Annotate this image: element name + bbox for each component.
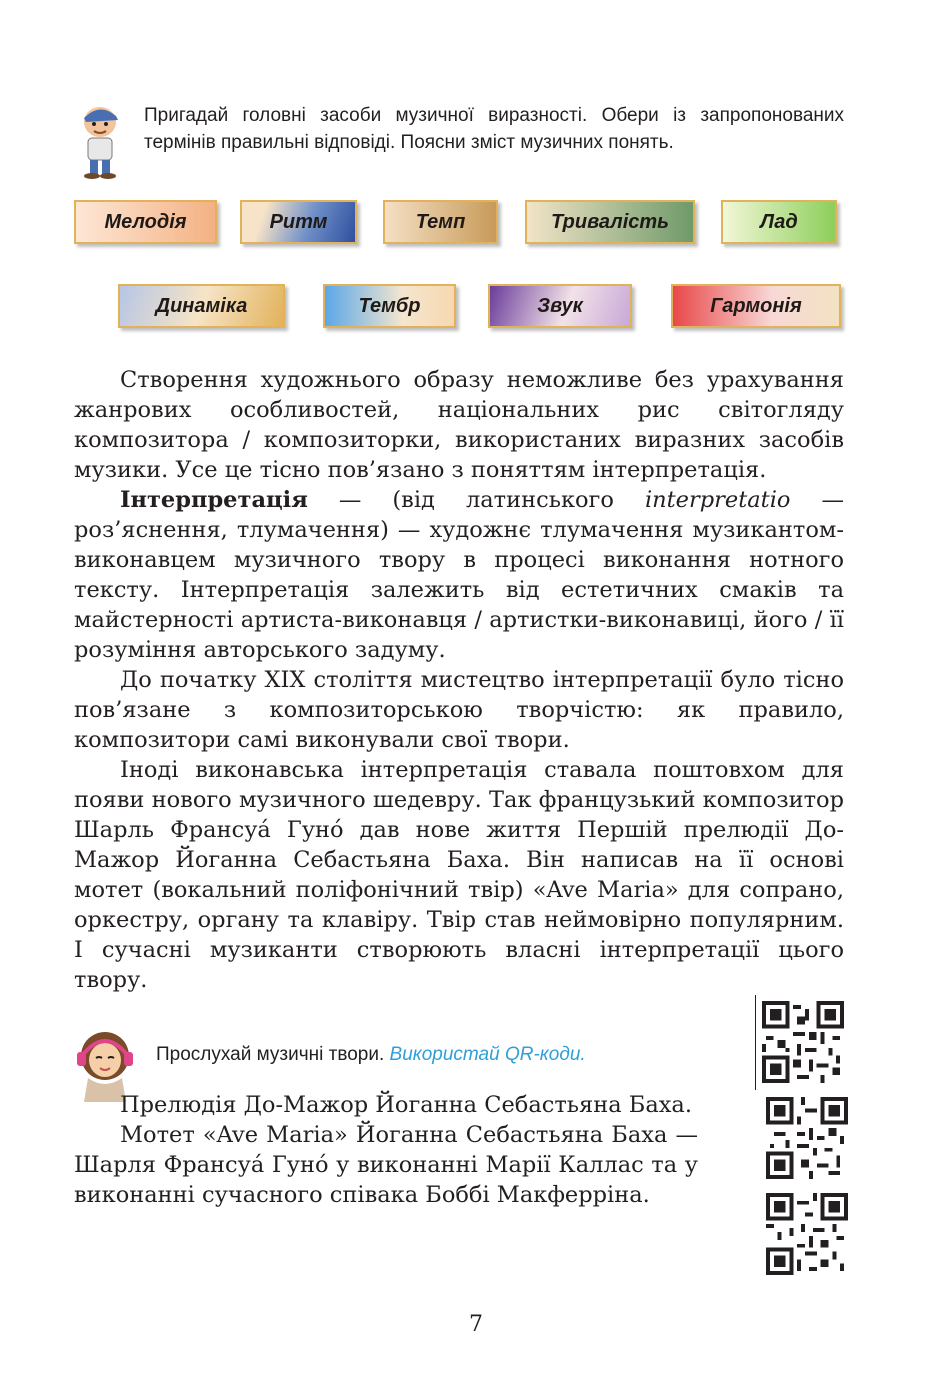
paragraph-history: До початку XIX століття мистецтво інтерпретації було тісно пов’язане з композиторською творчістю: як правило, композитори самі виконували свої твори.	[74, 667, 844, 753]
paragraph-definition	[74, 485, 844, 665]
definition-part: — (від латинського	[307, 487, 645, 513]
task-block	[74, 100, 854, 180]
boy-character-icon	[74, 100, 126, 180]
term-tile-melody[interactable]: Мелодія	[74, 200, 217, 244]
page-number: 7	[469, 1312, 483, 1337]
term-tile-rhythm[interactable]: Ритм	[240, 200, 357, 244]
qr-code-1[interactable]	[762, 1001, 844, 1083]
main-text	[74, 365, 844, 995]
term-tile-harmony[interactable]: Гармонія	[671, 284, 841, 328]
listen-label: Прослухай музичні твори.	[156, 1044, 390, 1065]
qr-divider	[755, 995, 756, 1090]
qr-code-3[interactable]	[766, 1193, 848, 1275]
work-prelude: Прелюдія До-Мажор Йоганна Себастьяна Баха.	[120, 1092, 692, 1118]
definition-rest: — роз’яснення, тлумачення) — художнє тлумачення музикантом-виконавцем музичного твору в процесі виконання нотного тексту. Інтерпретація залежить від естетичних смаків та майстерності артиста-виконавця / артистки-виконавиці, його / її розуміння авторського задуму.	[74, 487, 844, 663]
works-list	[74, 1090, 698, 1210]
listen-instruction	[156, 1044, 586, 1066]
term-tile-mode[interactable]: Лад	[721, 200, 837, 244]
term-tile-duration[interactable]: Тривалість	[525, 200, 695, 244]
latin-term: interpretatio	[644, 487, 791, 513]
term-tile-timbre[interactable]: Тембр	[323, 284, 456, 328]
work-ave-maria: Мотет «Ave Maria» Йоганна Себастьяна Баха — Шарля Франсуа́ Гуно́ у виконанні Марії Каллас та у виконанні сучасного співака Боббі Макферріна.	[74, 1122, 698, 1208]
qr-hint: Використай QR-коди.	[389, 1044, 586, 1065]
term-tile-dynamics[interactable]: Динаміка	[118, 284, 285, 328]
term-tile-tempo[interactable]: Темп	[383, 200, 498, 244]
paragraph-gounod: Іноді виконавська інтерпретація ставала поштовхом для появи нового музичного шедевру. Так французький композитор Шарль Франсуа́ Гуно́ дав нове життя Першій прелюдії До-Мажор Йоганна Себастьяна Баха. Він написав на її основі мотет (вокальний поліфонічний твір) «Ave Maria» для сопрано, оркестру, органу та клавіру. Твір став неймовірно популярним. І сучасні музиканти створюють власні інтерпретації цього твору.	[74, 757, 844, 993]
task-instruction: Пригадай головні засоби музичної виразності. Обери із запропонованих термінів правильні відповіді. Поясни зміст музичних понять.	[144, 105, 844, 153]
term-tile-sound[interactable]: Звук	[488, 284, 632, 328]
paragraph-intro: Створення художнього образу неможливе без урахування жанрових особливостей, національних рис світогляду композитора / композиторки, використаних виразних засобів музики. Усе це тісно пов’язано з поняттям інтерпретація.	[74, 367, 844, 483]
qr-code-2[interactable]	[766, 1097, 848, 1179]
term-interpretation: Інтерпретація	[120, 487, 308, 513]
